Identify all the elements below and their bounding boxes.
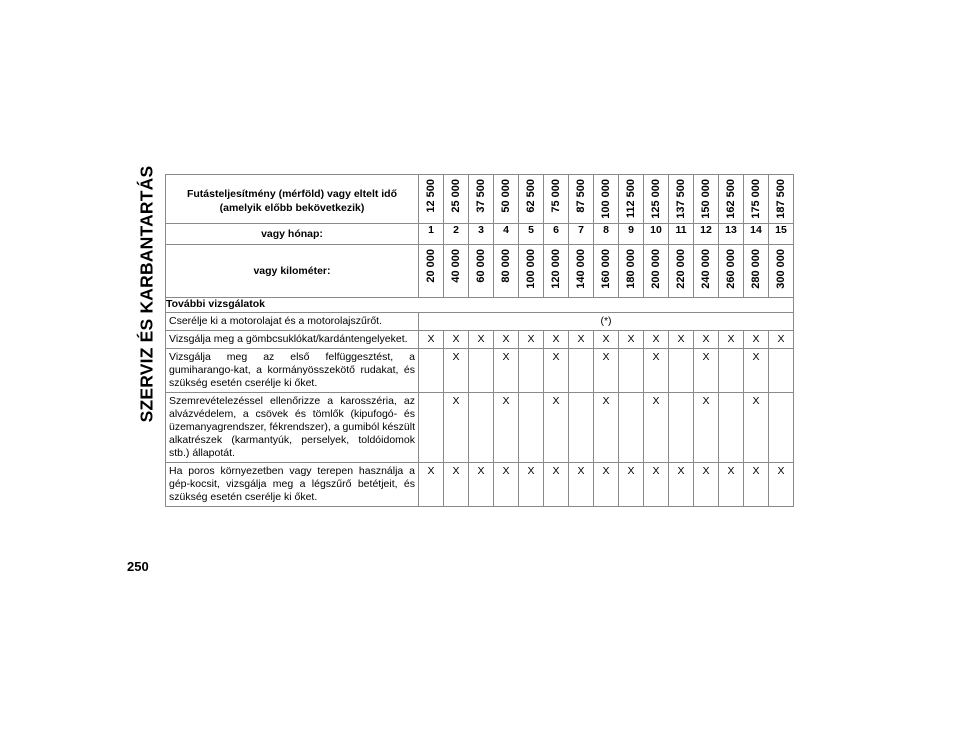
service-mark: X [694,463,719,507]
km-value: 240 000 [700,249,712,289]
miles-value: 175 000 [750,179,762,219]
service-mark: X [444,331,469,349]
service-mark: X [444,349,469,393]
table-row [166,393,794,463]
km-value: 120 000 [550,249,562,289]
task-description: Vizsgálja meg a gömbcsuklókat/kardántengelyeket. [166,331,419,349]
task-description: Ha poros környezetben vagy terepen használja a gép-kocsit, vizsgálja meg a légszűrő betétjeit, és szükség esetén cserélje ki őket. [166,463,419,507]
service-mark: X [519,331,544,349]
table-row [166,331,794,349]
month-header-row [166,224,794,245]
km-value: 40 000 [450,249,462,283]
service-mark [769,393,794,463]
task-description: Vizsgálja meg az első felfüggesztést, a gumiharango-kat, a kormányösszekötő rudakat, és szükség esetén cserélje ki őket. [166,349,419,393]
miles-value: 25 000 [450,179,462,213]
service-mark: X [594,393,619,463]
table-row [166,463,794,507]
km-value: 160 000 [600,249,612,289]
km-value: 220 000 [675,249,687,289]
service-mark: X [469,463,494,507]
service-mark: X [444,393,469,463]
service-mark: X [444,463,469,507]
miles-value: 100 000 [600,179,612,219]
km-header-row [166,245,794,298]
service-mark [419,349,444,393]
month-value: 3 [469,224,494,245]
service-mark [719,349,744,393]
service-mark: X [769,331,794,349]
month-value: 15 [769,224,794,245]
table-row [166,349,794,393]
miles-value: 137 500 [675,179,687,219]
month-value: 10 [644,224,669,245]
miles-value: 87 500 [575,179,587,213]
service-mark [469,393,494,463]
service-mark [569,349,594,393]
chapter-title-text: SZERVIZ ÉS KARBANTARTÁS [136,165,157,422]
section-row [166,298,794,313]
service-mark [619,349,644,393]
service-mark: X [644,349,669,393]
service-mark [569,393,594,463]
service-mark: X [694,393,719,463]
miles-value: 162 500 [725,179,737,219]
month-value: 12 [694,224,719,245]
service-mark: X [744,393,769,463]
service-mark [619,393,644,463]
km-value: 80 000 [500,249,512,283]
month-value: 8 [594,224,619,245]
service-mark: X [669,331,694,349]
service-mark: X [519,463,544,507]
service-mark: X [544,393,569,463]
service-mark: X [619,331,644,349]
km-value: 60 000 [475,249,487,283]
service-mark: X [744,463,769,507]
service-mark [669,349,694,393]
month-value: 14 [744,224,769,245]
km-value: 20 000 [425,249,437,283]
service-mark: X [644,393,669,463]
km-value: 140 000 [575,249,587,289]
service-mark [669,393,694,463]
miles-value: 150 000 [700,179,712,219]
service-mark: X [544,349,569,393]
month-value: 7 [569,224,594,245]
service-mark: X [494,463,519,507]
service-mark: X [719,463,744,507]
km-value: 200 000 [650,249,662,289]
month-value: 2 [444,224,469,245]
service-mark [769,349,794,393]
service-mark: X [669,463,694,507]
service-mark: X [594,349,619,393]
service-mark: X [569,463,594,507]
service-mark: X [744,331,769,349]
service-mark [469,349,494,393]
service-mark: X [694,331,719,349]
table-row [166,313,794,331]
km-value: 260 000 [725,249,737,289]
page-number: 250 [127,559,149,574]
miles-value: 50 000 [500,179,512,213]
km-value: 180 000 [625,249,637,289]
service-mark: X [744,349,769,393]
service-mark: X [644,331,669,349]
service-mark [519,349,544,393]
task-description: Szemrevételezéssel ellenőrizze a karosszéria, az alvázvédelem, a csövek és tömlők (kipufogó- és üzemanyagrendszer, fékrendszer), a gumiból készült alkatrészek (karmantyúk, perselyek, toldóidomok stb.) állapotát. [166,393,419,463]
service-mark [719,393,744,463]
chapter-side-title [127,160,167,427]
miles-value: 37 500 [475,179,487,213]
task-description: Cserélje ki a motorolajat és a motorolajszűrőt. [166,313,419,331]
month-value: 5 [519,224,544,245]
service-mark: X [494,393,519,463]
service-mark: X [594,463,619,507]
service-mark: X [469,331,494,349]
miles-header-row [166,175,794,224]
month-value: 13 [719,224,744,245]
km-value: 100 000 [525,249,537,289]
service-mark: X [419,331,444,349]
month-value: 4 [494,224,519,245]
miles-value: 62 500 [525,179,537,213]
interval-note: (*) [419,313,794,331]
service-mark: X [694,349,719,393]
service-mark [419,393,444,463]
service-mark: X [494,331,519,349]
service-mark: X [544,463,569,507]
km-value: 300 000 [775,249,787,289]
miles-value: 12 500 [425,179,437,213]
maintenance-schedule-table [165,174,794,507]
miles-value: 125 000 [650,179,662,219]
miles-value: 187 500 [775,179,787,219]
service-mark: X [644,463,669,507]
service-mark: X [769,463,794,507]
service-mark [519,393,544,463]
month-value: 1 [419,224,444,245]
km-value: 280 000 [750,249,762,289]
month-header-label: vagy hónap: [166,224,419,245]
service-mark: X [544,331,569,349]
service-mark: X [569,331,594,349]
service-mark: X [494,349,519,393]
service-mark: X [719,331,744,349]
service-mark: X [619,463,644,507]
miles-header-label: Futásteljesítmény (mérföld) vagy eltelt idő (amelyik előbb bekövetkezik) [166,175,419,224]
service-mark: X [594,331,619,349]
section-label: További vizsgálatok [166,298,794,313]
miles-value: 112 500 [625,179,637,219]
month-value: 11 [669,224,694,245]
miles-value: 75 000 [550,179,562,213]
km-header-label: vagy kilométer: [166,245,419,298]
month-value: 9 [619,224,644,245]
month-value: 6 [544,224,569,245]
service-mark: X [419,463,444,507]
